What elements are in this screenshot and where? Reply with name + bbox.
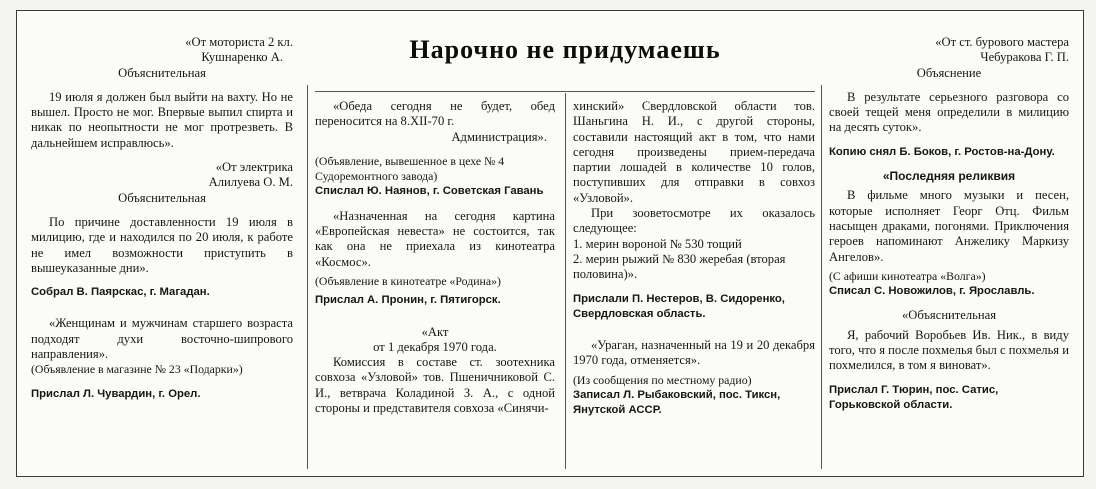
- memo-3-name: Чебуракова Г. П.: [980, 50, 1069, 65]
- column-4: [829, 11, 1069, 476]
- notice-2-signature: Прислал А. Пронин, г. Пятигорск.: [315, 294, 501, 307]
- memo-2-head: «От электрика: [215, 160, 293, 175]
- notice-1-signature: Спислал Ю. Наянов, г. Советская Гавань: [315, 185, 544, 198]
- poster-signature: Списал С. Новожилов, г. Ярославль.: [829, 285, 1035, 298]
- memo-4-signature: Прислал Г. Тюрин, пос. Сатис, Горьковской области.: [829, 383, 999, 411]
- ad-1-text: «Женщинам и мужчинам старшего возраста подходят духи восточно-шипрового направления».: [31, 316, 293, 362]
- memo-1-text: 19 июля я должен был выйти на вахту. Но не вышел. Просто не мог. Впервые выпил спирта и никак по неопытности не мог протрезветь. В дальнейшем исправлюсь».: [31, 89, 293, 150]
- memo-1-name: Кушнаренко А.: [201, 50, 283, 65]
- memo-3-head: «От ст. бурового мастера: [935, 35, 1069, 49]
- notice-2-text: «Назначенная на сегодня картина «Европейская невеста» не состоится, так как она не приехала из кинотеатра «Космос».: [315, 208, 555, 269]
- notice-1-from: Администрация».: [451, 129, 547, 144]
- notice-1-text: «Обеда сегодня не будет, обед переносится на 8.XII-70 г.: [315, 99, 555, 129]
- page-title: Нарочно не придумаешь: [409, 35, 721, 64]
- radio-text: «Ураган, назначенный на 19 и 20 декабря 1970 года, отменяется».: [573, 338, 815, 368]
- column-rule-3: [821, 85, 822, 469]
- radio-signature: Записал Л. Рыбаковский, пос. Тиксн, Янутской АССР.: [573, 389, 781, 417]
- memo-3-text: В результате серьезного разговора со своей тещей меня определили в милицию на десять суток».: [829, 89, 1069, 135]
- column-2: [315, 99, 555, 416]
- memo-1-head: «От моториста 2 кл.: [185, 35, 293, 49]
- memo-2-text: По причине доставленности 19 июля в милицию, где и находился по 20 июля, к работе не имел возможности приступить в вышеуказанные дни».: [31, 214, 293, 275]
- ad-1-signature: Прислал Л. Чувардин, г. Орел.: [31, 387, 201, 400]
- clipping-frame: [16, 10, 1084, 477]
- act-label: «Акт: [421, 324, 449, 339]
- act-item-1: 1. мерин вороной № 530 тощий: [573, 236, 742, 251]
- memo-4-label: «Объяснительная: [901, 308, 997, 323]
- column-1: [31, 11, 293, 476]
- act-text-part-3: При зооветосмотре их оказалось следующее:: [573, 206, 815, 236]
- act-text-part-2: хинский» Свердловской области тов. Шаньгина Н. И., с другой стороны, составили настоящий акт в том, что нами сегодня произведены прием-передача партии лошадей в количестве 10 голов, поступивших для отправки в совхоз «Узловой».: [573, 99, 815, 205]
- poster-title: «Последняя реликвия: [882, 169, 1016, 184]
- notice-2-note: (Объявление в кинотеатре «Родина»): [315, 273, 501, 288]
- column-3: [573, 99, 815, 419]
- column-rule-1: [307, 85, 308, 469]
- act-date: от 1 декабря 1970 года.: [373, 339, 497, 354]
- memo-1-label: Объяснительная: [118, 65, 206, 80]
- memo-3-signature: Копию снял Б. Боков, г. Ростов-на-Дону.: [829, 145, 1055, 158]
- memo-3-label: Объяснение: [916, 65, 982, 80]
- memo-2-name: Алилуева О. М.: [208, 175, 293, 190]
- memo-4-text: Я, рабочий Воробьев Ив. Ник., в виду того, что я после похмелья был с похмелья и похмелился, в том я виноват».: [829, 327, 1069, 373]
- column-rule-2: [565, 93, 566, 469]
- poster-note: (С афиши кинотеатра «Волга»): [829, 268, 986, 283]
- memo-2-signature: Собрал В. Паярскас, г. Магадан.: [31, 286, 210, 299]
- act-item-2: 2. мерин рыжий № 830 жеребая (вторая половина)».: [573, 251, 786, 282]
- act-text-part-1: Комиссия в составе ст. зоотехника совхоза «Узловой» тов. Пшеничниковой С. И., ветврача Коладиной З. А., с одной стороны и представителя совхоза «Синячи-: [315, 355, 555, 416]
- memo-2-label: Объяснительная: [118, 190, 206, 205]
- act-signature: Прислали П. Нестеров, В. Сидоренко, Свердловская область.: [573, 292, 785, 320]
- radio-note: (Из сообщения по местному радио): [573, 372, 752, 387]
- notice-1-note: (Объявление, вывешенное в цехе № 4 Судоремонтного завода): [315, 153, 505, 184]
- poster-text: В фильме много музыки и песен, которые исполняет Георг Отц. Фильм насыщен драками, погонями. Приключения героев напоминают Анжелику Маркизу Ангелов».: [829, 188, 1069, 264]
- ad-1-note: (Объявление в магазине № 23 «Подарки»): [31, 362, 243, 377]
- title-rule: [315, 91, 815, 92]
